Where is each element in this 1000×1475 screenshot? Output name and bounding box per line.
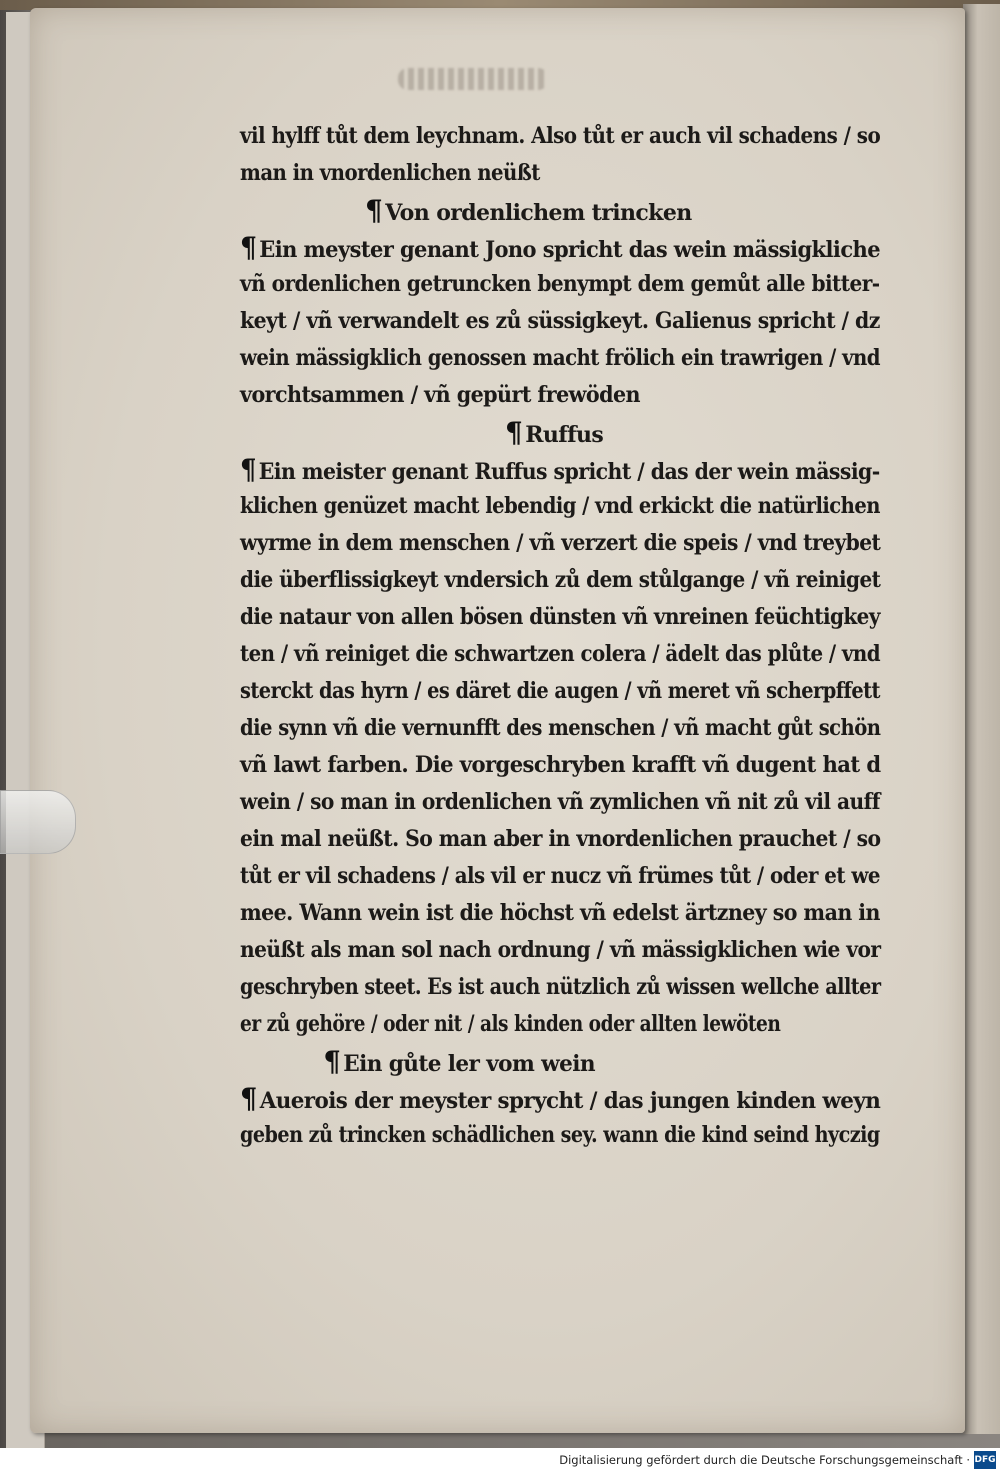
text-line: ¶ Auerois der meyster sprycht / das jungen kinden weyn xyxy=(240,1082,881,1115)
text-line: vorchtsammen / vñ gepürt frewöden xyxy=(240,382,641,408)
text-line: keyt / vñ verwandelt es zů süssigkeyt. Galienus spricht / dz xyxy=(240,308,880,334)
pilcrow-icon: ¶ xyxy=(240,1082,257,1115)
bookmark-tab xyxy=(0,790,76,854)
text-line: wyrme in dem menschen / vñ verzert die speis / vnd treybet xyxy=(240,530,881,556)
dfg-logo: DFG xyxy=(974,1451,996,1469)
section-heading: ¶ Ein gůte ler vom wein xyxy=(323,1045,596,1078)
text-line: ein mal neüßt. So man aber in vnordenlichen prauchet / so xyxy=(240,826,881,852)
pilcrow-icon: ¶ xyxy=(240,231,257,264)
text-line: vñ ordenlichen getruncken benympt dem gemůt alle bitter- xyxy=(240,271,880,297)
text-line: wein / so man in ordenlichen vñ zymlichen vñ nit zů vil auff xyxy=(240,789,880,815)
text-line: er zů gehöre / oder nit / als kinden oder allten lewöten xyxy=(240,1011,781,1037)
text-line: man in vnordenlichen neüßt xyxy=(240,160,540,186)
pilcrow-icon: ¶ xyxy=(240,453,256,486)
text-line: vñ lawt farben. Die vorgeschryben krafft vñ dugent hat d xyxy=(240,752,881,778)
text-line: sterckt das hyrn / es däret die augen / vñ meret vñ scherpffett xyxy=(240,678,880,704)
text-line: tůt er vil schadens / als vil er nucz vñ frümes tůt / oder et we xyxy=(240,863,880,889)
text-line: wein mässigklich genossen macht frölich ein trawrigen / vnd xyxy=(240,345,881,371)
text-line: geben zů trincken schädlichen sey. wann die kind seind hyczig xyxy=(240,1122,880,1148)
text-line: vil hylff tůt dem leychnam. Also tůt er auch vil schadens / so xyxy=(240,123,881,149)
pilcrow-icon: ¶ xyxy=(365,194,383,227)
text-line: neüßt als man sol nach ordnung / vñ mässigklichen wie vor xyxy=(240,937,881,963)
funding-credit: Digitalisierung gefördert durch die Deutsche Forschungsgemeinschaft · xyxy=(559,1453,970,1467)
facing-page-edge xyxy=(963,4,1000,1434)
pilcrow-icon: ¶ xyxy=(505,416,523,449)
text-line: ¶ Ein meyster genant Jono spricht das wein mässigkliche xyxy=(240,231,881,264)
text-line: ten / vñ reiniget die schwartzen colera / ädelt das plůte / vnd xyxy=(240,641,881,667)
page-text xyxy=(240,118,890,1154)
text-line: geschryben steet. Es ist auch nützlich zů wissen wellche allter xyxy=(240,974,881,1000)
text-line: die nataur von allen bösen dünsten vñ vnreinen feüchtigkey xyxy=(240,604,880,630)
text-line: ¶ Ein meister genant Ruffus spricht / das der wein mässig- xyxy=(240,453,880,486)
section-heading: ¶ Von ordenlichem trincken xyxy=(365,194,692,227)
ink-smudge xyxy=(398,68,548,90)
pilcrow-icon: ¶ xyxy=(323,1045,341,1078)
text-line: mee. Wann wein ist die höchst vñ edelst ärtzney so man in xyxy=(240,900,880,926)
section-heading: ¶ Ruffus xyxy=(505,416,604,449)
text-line: die synn vñ die vernunfft des menschen / vñ macht gůt schön xyxy=(240,715,881,741)
text-line: die überflissigkeyt vndersich zů dem stůlgange / vñ reiniget xyxy=(240,567,881,593)
text-line: klichen genüzet macht lebendig / vnd erkickt die natürlichen xyxy=(240,493,880,519)
